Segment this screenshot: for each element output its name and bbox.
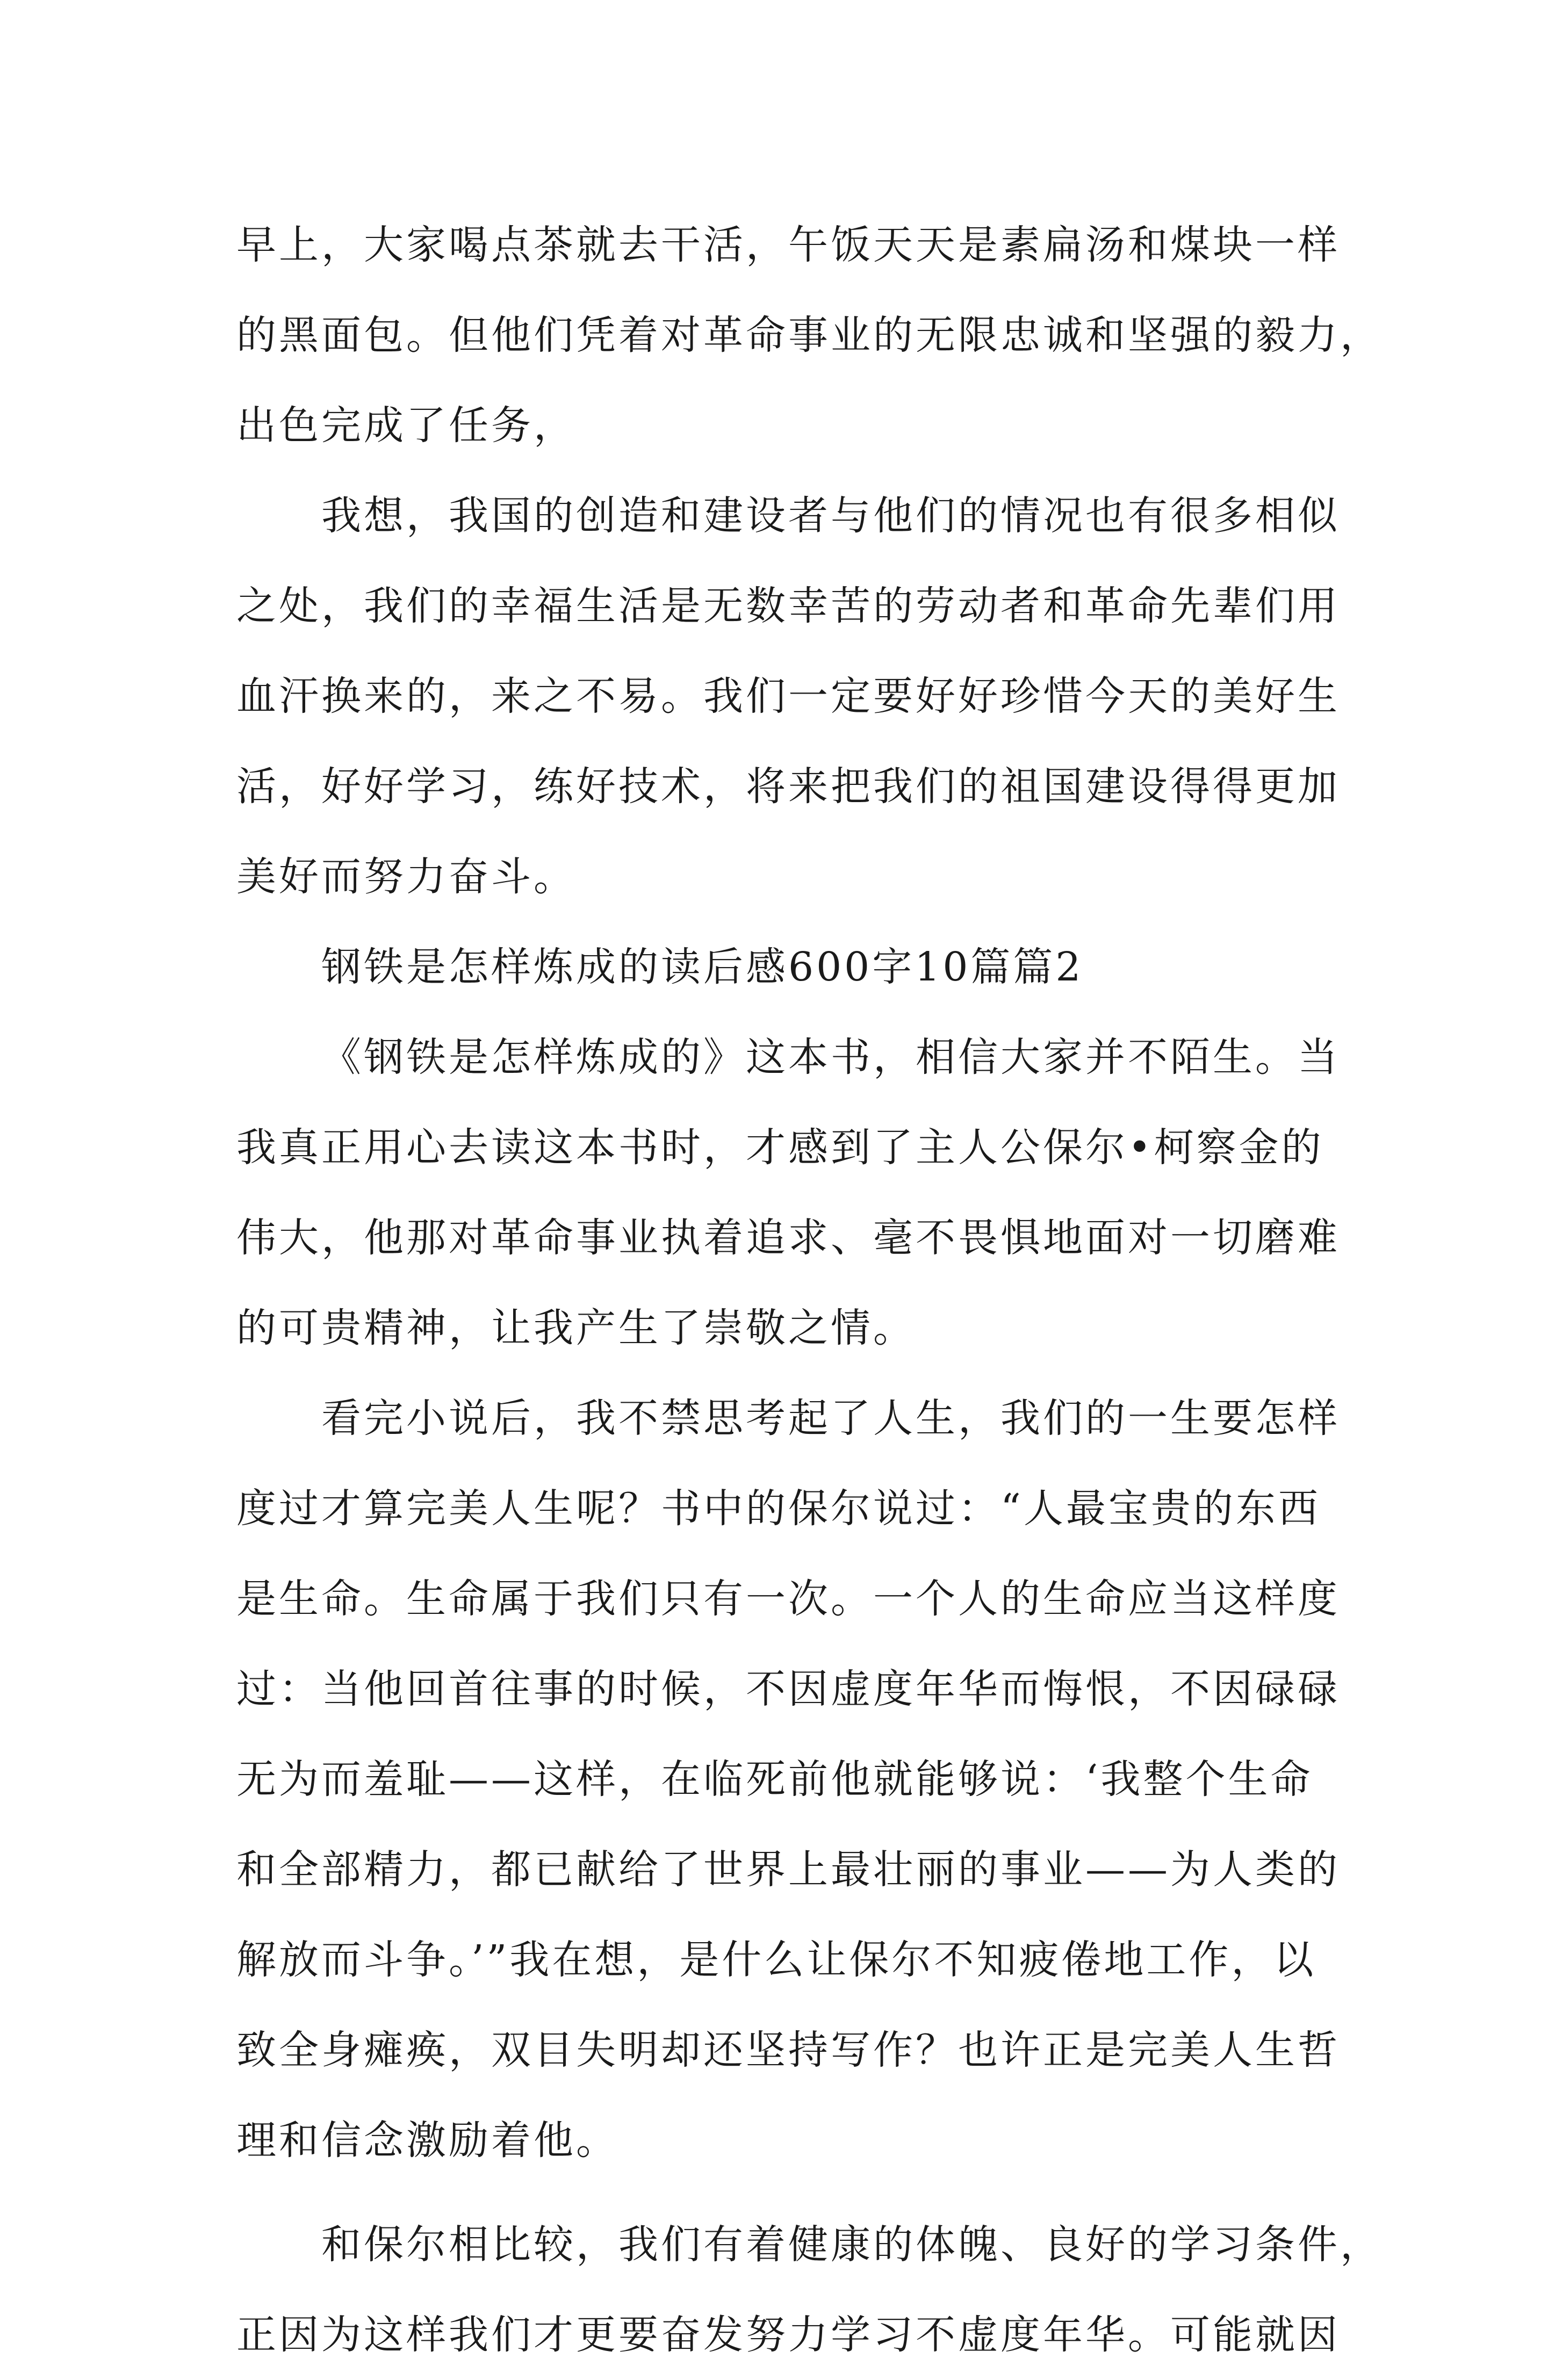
text-line: 度过才算完美人生呢？书中的保尔说过：“人最宝贵的东西 [236,1485,1321,1532]
document-body [236,200,1383,2380]
text-line: 过：当他回首往事的时候，不因虚度年华而悔恨，不因碌碌 [236,1666,1340,1712]
text-line: 的可贵精神，让我产生了崇敬之情。 [236,1305,916,1351]
text-line: 血汗换来的，来之不易。我们一定要好好珍惜今天的美好生 [236,673,1340,719]
paragraph-first-line: 我想，我国的创造和建设者与他们的情况也有很多相似 [321,493,1340,539]
paragraph-gap [236,2186,1365,2199]
section-heading: 钢铁是怎样炼成的读后感600字10篇篇2 [321,944,1084,990]
text-line: 出色完成了任务， [236,402,576,449]
text-line: 美好而努力奋斗。 [236,854,576,900]
text-line: 和全部精力，都已献给了世界上最壮丽的事业——为人类的 [236,1847,1340,1893]
text-line: 是生命。生命属于我们只有一次。一个人的生命应当这样度 [236,1576,1340,1622]
text-line: 正因为这样我们才更要奋发努力学习不虚度年华。可能就因 [236,2312,1340,2358]
paragraph-first-line: 看完小说后，我不禁思考起了人生，我们的一生要怎样 [321,1395,1340,1441]
text-line: 之处，我们的幸福生活是无数幸苦的劳动者和革命先辈们用 [236,583,1340,629]
paragraph-first-line: 《钢铁是怎样炼成的》这本书，相信大家并不陌生。当 [321,1034,1340,1080]
text-line: 的黑面包。但他们凭着对革命事业的无限忠诚和坚强的毅力， [236,312,1383,358]
text-line: 致全身瘫痪，双目失明却还坚持写作？也许正是完美人生哲 [236,2027,1340,2073]
text-line: 早上，大家喝点茶就去干活，午饭天天是素扁汤和煤块一样 [236,222,1340,268]
text-line: 解放而斗争。’”我在想，是什么让保尔不知疲倦地工作，以 [236,1937,1316,1983]
text-line: 理和信念激励着他。 [236,2117,618,2163]
text-line: 无为而羞耻——这样，在临死前他就能够说：‘我整个生命 [236,1756,1313,1802]
text-line: 我真正用心去读这本书时，才感到了主人公保尔•柯察金的 [236,1124,1324,1171]
text-line: 伟大，他那对革命事业执着追求、毫不畏惧地面对一切磨难 [236,1215,1340,1261]
paragraph-first-line: 和保尔相比较，我们有着健康的体魄、良好的学习条件， [321,2222,1383,2268]
text-line: 活，好好学习，练好技术，将来把我们的祖国建设得得更加 [236,763,1340,810]
